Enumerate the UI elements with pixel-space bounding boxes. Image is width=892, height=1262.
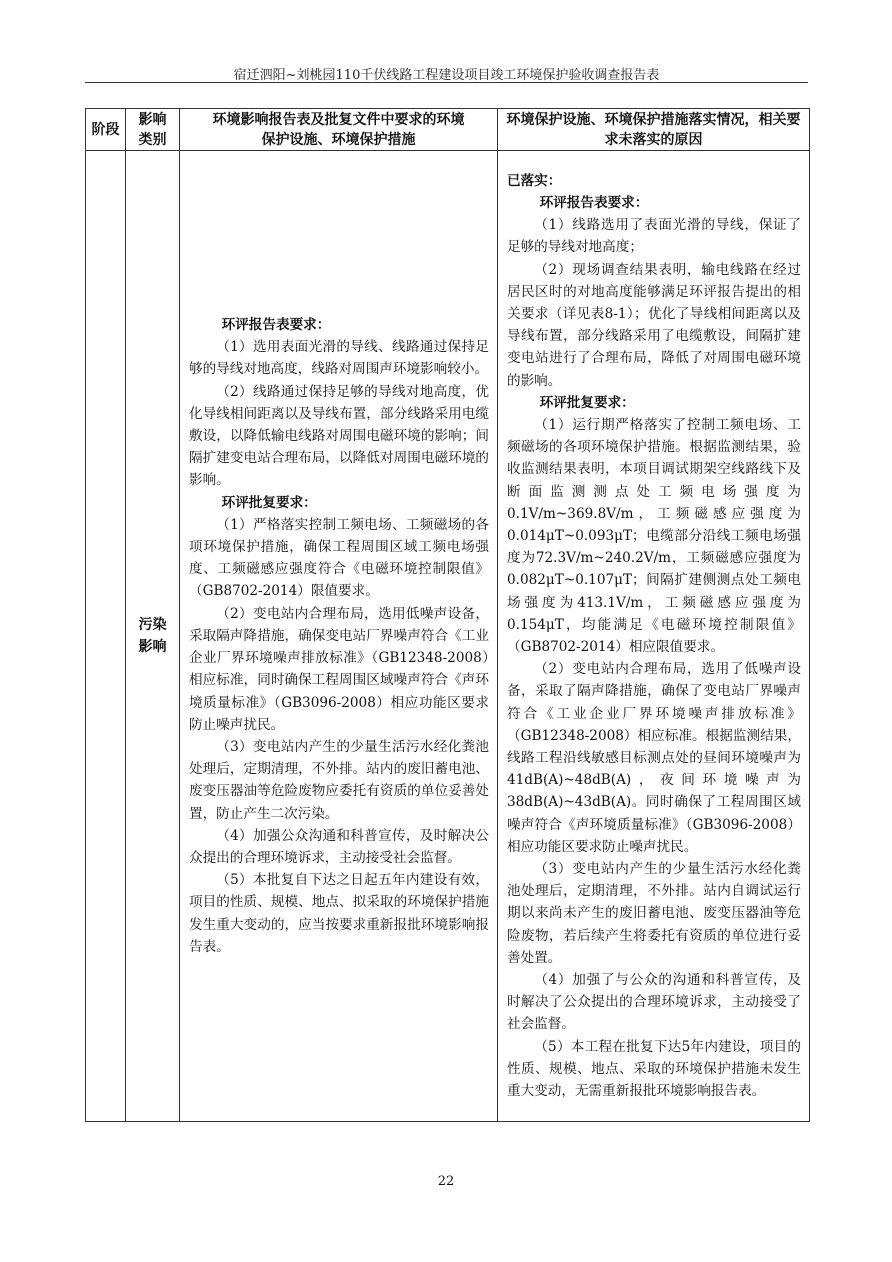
category-cell: 污染影响 [126, 151, 180, 1122]
table-header-row [86, 109, 810, 151]
section-heading: 环评批复要求： [221, 494, 317, 511]
paragraph: （4）加强公众沟通和科普宣传，及时解决公众提出的合理环境诉求，主动接受社会监督。 [189, 827, 489, 866]
header-category: 影响类别 [126, 109, 180, 151]
paragraph: （1）严格落实控制工频电场、工频磁场的各项环境保护措施，确保工程周围区域工频电场强度、工频磁感应强度符合《电磁环境控制限值》（GB8702-2014）限值要求。 [189, 516, 489, 600]
paragraph: （5）本工程在批复下达5年内建设，项目的性质、规模、地点、采取的环境保护措施未发生重大变动，无需重新报批环境影响报告表。 [507, 1038, 801, 1100]
implementation-cell [498, 151, 810, 1122]
paragraph: （3）变电站内产生的少量生活污水经化粪池处理后，定期清理，不外排。站内自调试运行期以来尚未产生的废旧蓄电池、废变压器油等危险废物，若后续产生将委托有资质的单位进行妥善处置。 [507, 861, 801, 966]
stage-cell [86, 151, 126, 1122]
paragraph: （2）现场调查结果表明，输电线路在经过居民区时的对地高度能够满足环评报告提出的相关要求（详见表8-1）；优化了导线相间距离以及导线布置，部分线路采用了电缆敷设，间隔扩建变电站进行了合理布局，降低了对周围电磁环境的影响。 [507, 261, 801, 389]
paragraph: （1）线路选用了表面光滑的导线，保证了足够的导线对地高度； [507, 217, 801, 256]
running-header: 宿迁泗阳~刘桃园110千伏线路工程建设项目竣工环境保护验收调查报告表 [233, 68, 660, 83]
paragraph: （2）变电站内合理布局，选用低噪声设备，采取隔声降措施，确保变电站厂界噪声符合《工业企业厂界环境噪声排放标准》（GB12348-2008）相应标准，同时确保工程周围区域噪声符合《声环境质量标准》（GB3096-2008）相应功能区要求防止噪声扰民。 [189, 605, 489, 733]
paragraph: （4）加强了与公众的沟通和科普宣传，及时解决了公众提出的合理环境诉求，主动接受了社会监督。 [507, 972, 801, 1033]
paragraph: （5）本批复自下达之日起五年内建设有效，项目的性质、规模、地点、拟采取的环境保护措施发生重大变动的，应当按要求重新报批环境影响报告表。 [189, 872, 489, 955]
paragraph: （3）变电站内产生的少量生活污水经化粪池处理后，定期清理，不外排。站内的废旧蓄电池、废变压器油等危险废物应委托有资质的单位妥善处置，防止产生二次污染。 [189, 738, 489, 822]
paragraph: （2）变电站内合理布局，选用了低噪声设备，采取了隔声降措施，确保了变电站厂界噪声符合《工业企业厂界环境噪声排放标准》（GB12348-2008）相应标准。根据监测结果，线路工程沿线敏感目标测点处的昼间环境噪声为41dB(A)~48dB(A)，夜间环境噪声为38dB(A)~43dB(A)。同时确保了工程周围区域噪声符合《声环境质量标准》（GB3096-2008）相应功能区要求防止噪声扰民。 [507, 661, 801, 855]
header-stage: 阶段 [86, 109, 126, 151]
requirements-cell [180, 151, 498, 1122]
paragraph: （1）选用表面光滑的导线、线路通过保持足够的导线对地高度，线路对周围声环境影响较小。 [189, 339, 489, 378]
section-heading: 环评报告表要求： [539, 194, 649, 211]
table-row [86, 151, 810, 1122]
header-rule [85, 82, 808, 83]
page-number: 22 [437, 1174, 455, 1189]
measures-table [85, 108, 810, 1122]
header-requirements: 环境影响报告表及批复文件中要求的环境保护设施、环境保护措施 [180, 109, 498, 151]
paragraph: （1）运行期严格落实了控制工频电场、工频磁场的各项环境保护措施。根据监测结果，验收监测结果表明，本项目调试期架空线路线下及断面监测测点处工频电场强度为0.1V/m~369.8V/m，工频磁感应强度为0.014μT~0.093μT；电缆部分沿线工频电场强度为72.3V/m~240.2V/m，工频磁感应强度为0.082μT~0.107μT；间隔扩建侧测点处工频电场强度为413.1V/m，工频磁感应强度为0.154μT，均能满足《电磁环境控制限值》（GB8702-2014）相应限值要求。 [507, 416, 801, 655]
section-heading: 环评批复要求： [539, 394, 635, 411]
section-heading: 已落实： [507, 172, 562, 189]
paragraph: （2）线路通过保持足够的导线对地高度，优化导线相间距离以及导线布置，部分线路采用电缆敷设，以降低输电线路对周围电磁环境的影响；间隔扩建变电站合理布局，以降低对周围电磁环境的影响。 [189, 383, 489, 489]
section-heading: 环评报告表要求： [221, 317, 331, 334]
header-implementation: 环境保护设施、环境保护措施落实情况，相关要求未落实的原因 [498, 109, 810, 151]
